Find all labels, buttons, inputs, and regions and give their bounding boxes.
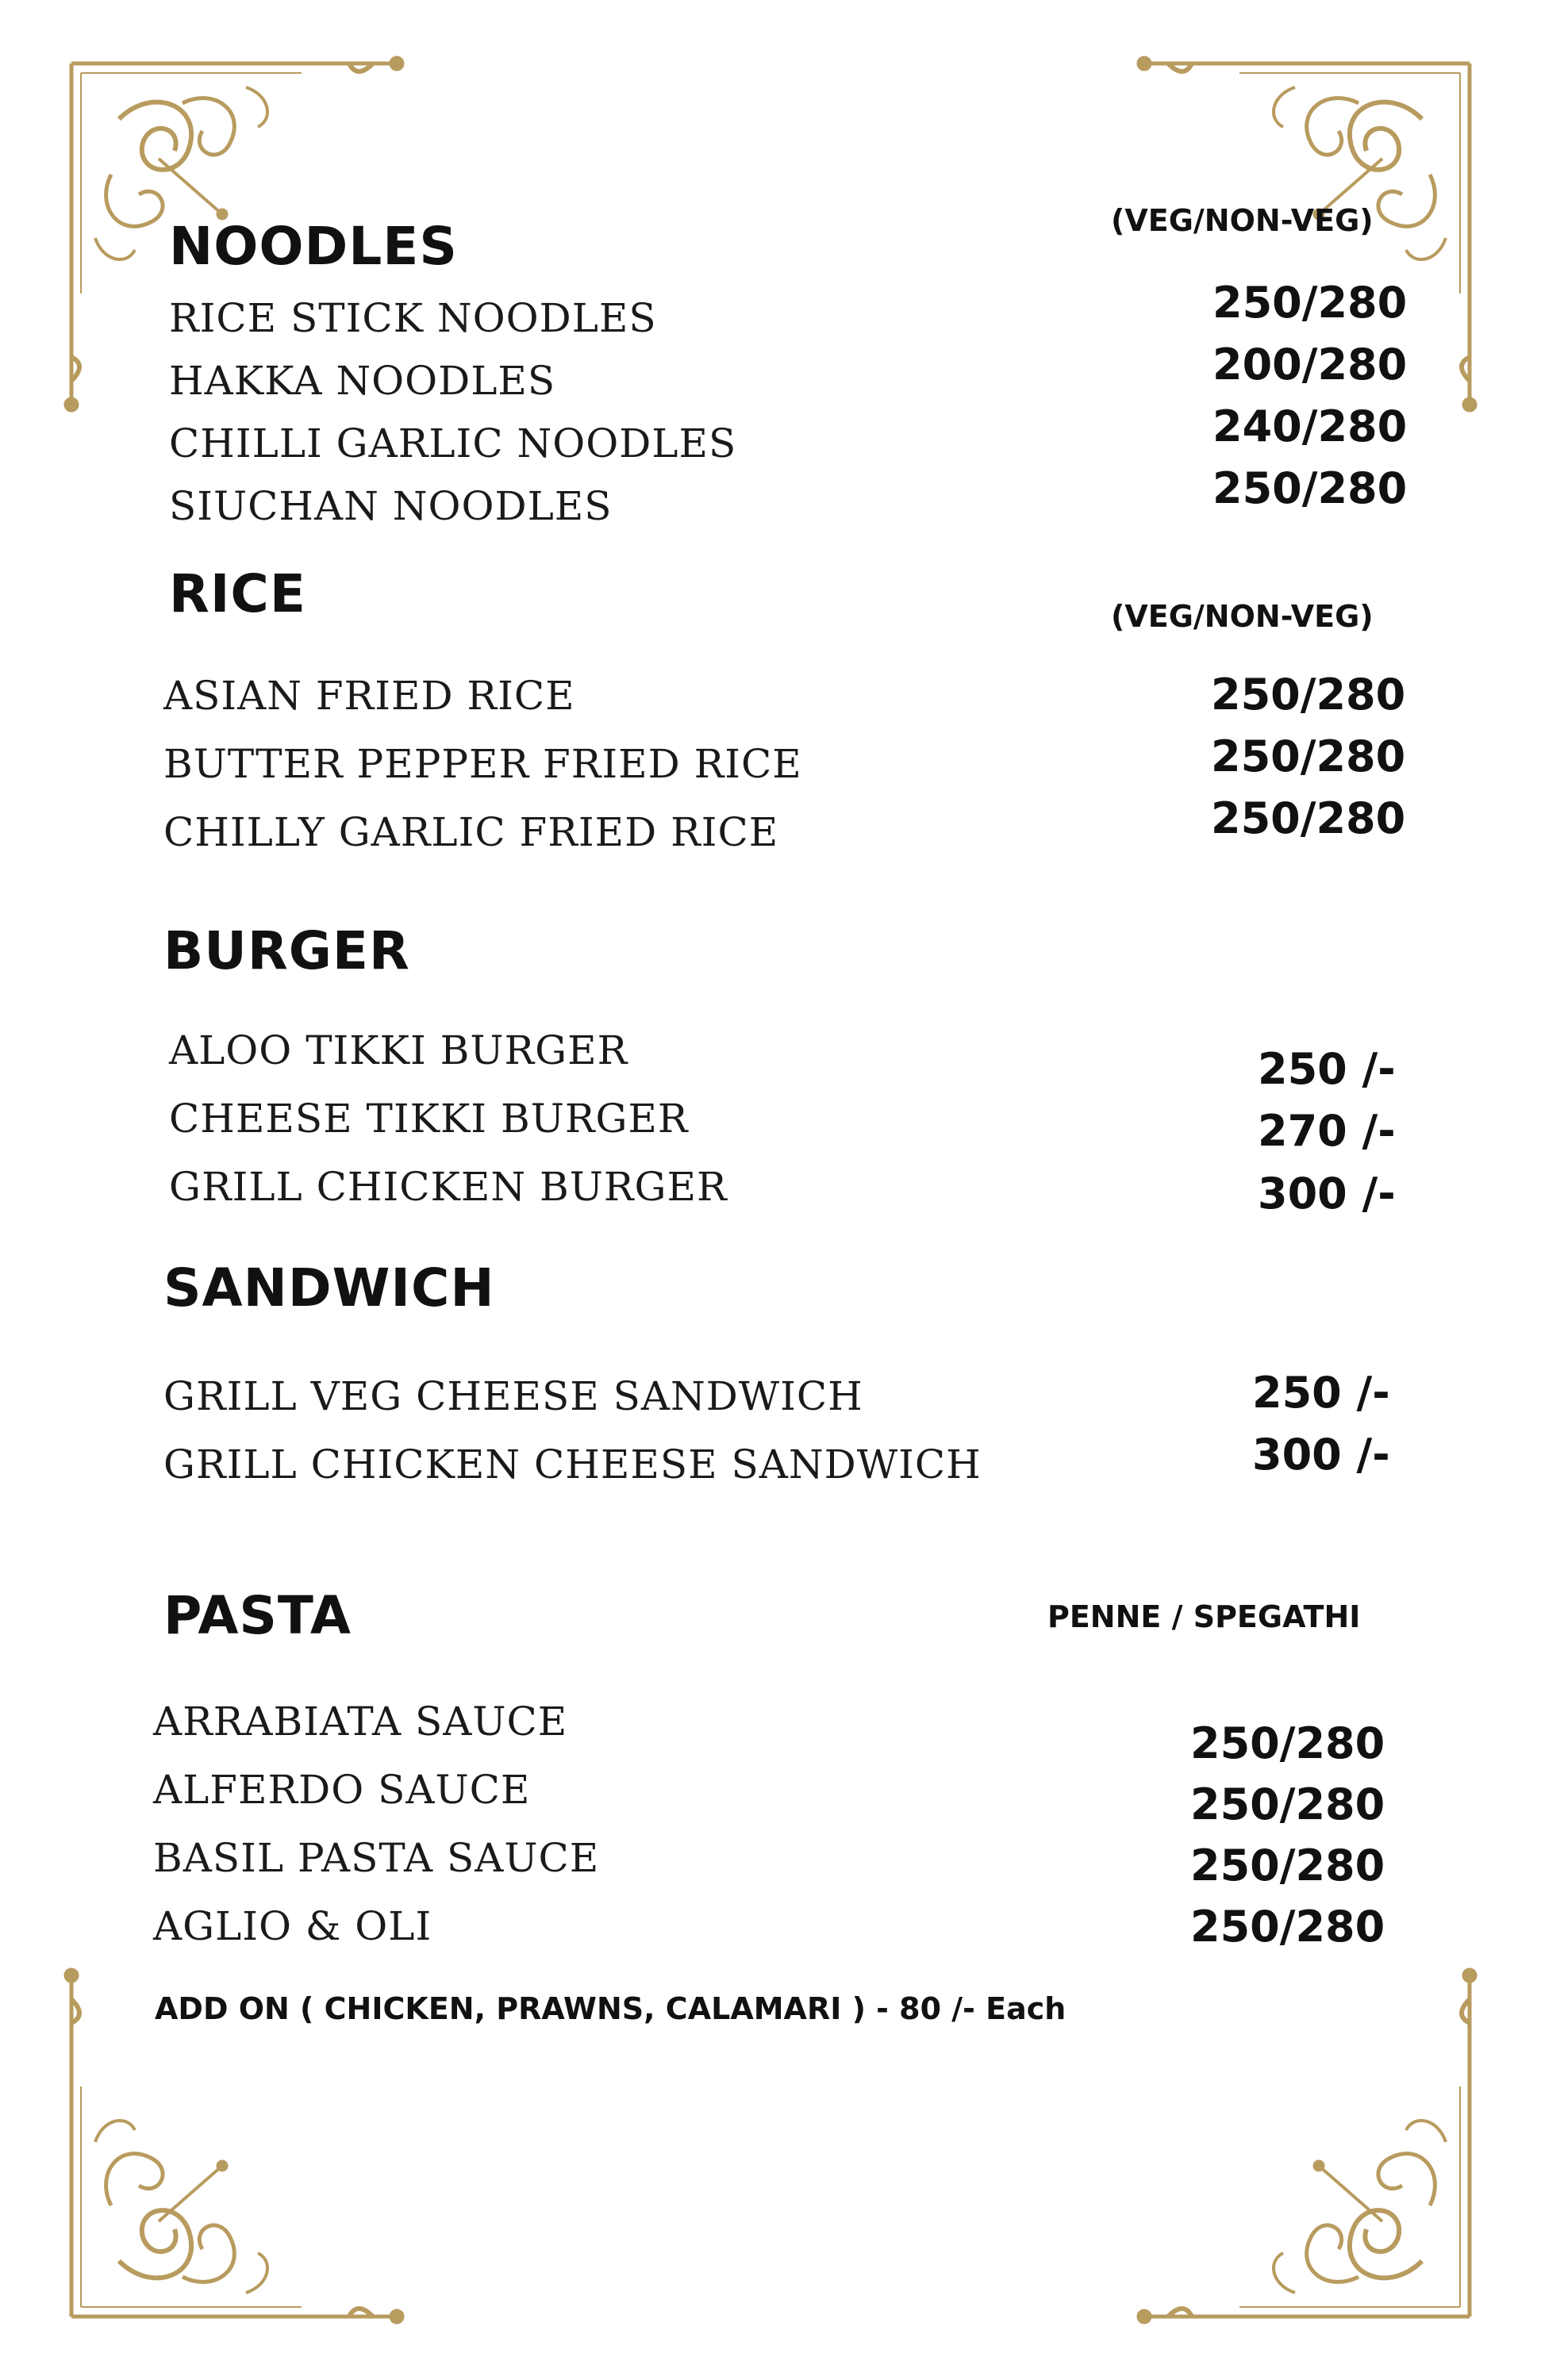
menu-item-name: GRILL CHICKEN BURGER (169, 1164, 728, 1210)
pasta-type-note: PENNE / SPEGATHI (1047, 1599, 1361, 1634)
menu-item-name: RICE STICK NOODLES (169, 295, 657, 341)
menu-item-name: AGLIO & OLI (153, 1903, 432, 1949)
corner-ornament-bottom-right (1136, 1960, 1478, 2324)
noodles-veg-nonveg-note: (VEG/NON-VEG) (1111, 203, 1374, 238)
menu-item-price: 250/280 (1190, 1841, 1385, 1891)
section-title-burger: BURGER (163, 920, 410, 981)
pasta-addon-note: ADD ON ( CHICKEN, PRAWNS, CALAMARI ) - 80 /- Each (155, 1991, 1066, 2026)
menu-item-price: 250/280 (1212, 463, 1408, 513)
section-title-rice: RICE (169, 563, 306, 624)
menu-item-price: 250 /- (1258, 1044, 1396, 1094)
menu-item-name: HAKKA NOODLES (169, 358, 556, 404)
menu-item-name: SIUCHAN NOODLES (169, 483, 613, 529)
menu-item-price: 240/280 (1212, 401, 1408, 451)
menu-item-name: GRILL VEG CHEESE SANDWICH (163, 1373, 863, 1419)
menu-item-price: 270 /- (1258, 1106, 1396, 1156)
menu-item-name: BUTTER PEPPER FRIED RICE (163, 741, 802, 787)
menu-item-name: ARRABIATA SAUCE (153, 1699, 568, 1745)
menu-item-price: 250/280 (1211, 793, 1406, 843)
menu-item-name: GRILL CHICKEN CHEESE SANDWICH (163, 1441, 982, 1488)
menu-item-price: 250 /- (1252, 1368, 1390, 1418)
menu-item-name: CHILLI GARLIC NOODLES (169, 420, 737, 466)
section-title-noodles: NOODLES (169, 216, 458, 277)
menu-item-price: 300 /- (1258, 1169, 1396, 1219)
menu-item-name: CHILLY GARLIC FRIED RICE (163, 809, 779, 855)
menu-item-price: 250/280 (1212, 278, 1408, 328)
menu-item-price: 200/280 (1212, 340, 1408, 390)
menu-item-name: ALFERDO SAUCE (153, 1767, 531, 1813)
menu-item-name: CHEESE TIKKI BURGER (169, 1096, 689, 1142)
section-title-sandwich: SANDWICH (163, 1257, 495, 1319)
menu-item-price: 250/280 (1211, 670, 1406, 720)
menu-item-price: 250/280 (1190, 1902, 1385, 1952)
menu-item-name: ALOO TIKKI BURGER (169, 1027, 628, 1073)
menu-item-price: 250/280 (1190, 1718, 1385, 1768)
section-title-pasta: PASTA (163, 1585, 352, 1646)
menu-item-price: 250/280 (1190, 1779, 1385, 1829)
menu-item-price: 300 /- (1252, 1430, 1390, 1480)
menu-item-name: BASIL PASTA SAUCE (153, 1835, 600, 1881)
rice-veg-nonveg-note: (VEG/NON-VEG) (1111, 599, 1374, 634)
menu-item-name: ASIAN FRIED RICE (163, 673, 575, 719)
menu-item-price: 250/280 (1211, 731, 1406, 781)
